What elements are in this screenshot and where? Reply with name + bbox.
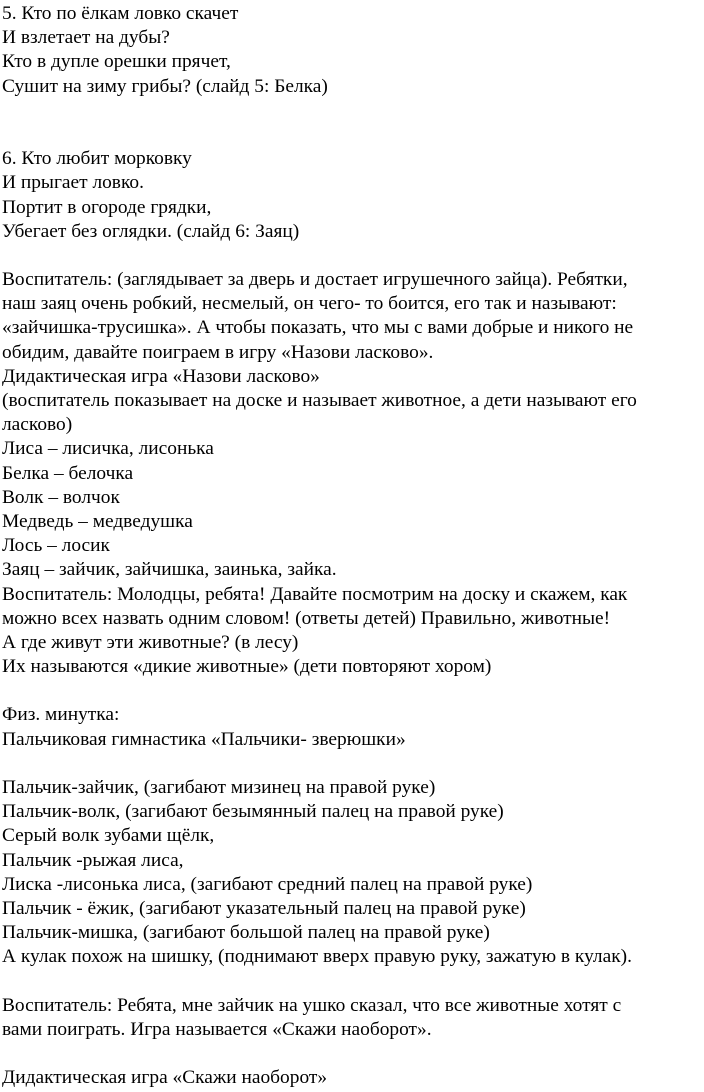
riddle-5-line-3: Кто в дупле орешки прячет, <box>2 51 231 73</box>
riddle-5-line-2: И взлетает на дубы? <box>2 27 170 49</box>
gymnastics-line: Пальчик-мишка, (загибают большой палец на правой руке) <box>2 922 490 944</box>
game-2-title: Дидактическая игра «Скажи наоборот» <box>2 1067 328 1089</box>
spacer <box>2 679 704 703</box>
gymnastics-line: Серый волк зубами щёлк, <box>2 825 215 847</box>
game-1 <box>2 365 704 583</box>
teacher-2-line-4: Их называются «дикие животные» (дети повторяют хором) <box>2 656 492 678</box>
teacher-paragraph-3 <box>2 994 704 1042</box>
teacher-3-line-2: вами поиграть. Игра называется «Скажи наоборот». <box>2 1018 432 1040</box>
teacher-1-line-1: Воспитатель: (заглядывает за дверь и достает игрушечного зайца). Ребятки, <box>2 269 628 291</box>
gymnastics-line: Пальчик-волк, (загибают безымянный палец на правой руке) <box>2 801 504 823</box>
gymnastics-line: Лиска -лисонька лиса, (загибают средний палец на правой руке) <box>2 873 533 895</box>
game-1-item: Заяц – зайчик, зайчишка, заинька, зайка. <box>2 559 337 581</box>
game-1-instruction-2: ласково) <box>2 414 73 436</box>
teacher-2-line-1: Воспитатель: Молодцы, ребята! Давайте посмотрим на доску и скажем, как <box>2 583 628 605</box>
teacher-1-line-4: обидим, давайте поиграем в игру «Назови ласково». <box>2 341 434 363</box>
teacher-2-line-3: А где живут эти животные? (в лесу) <box>2 631 299 653</box>
game-1-item: Медведь – медведушка <box>2 510 193 532</box>
game-1-item: Лиса – лисичка, лисонька <box>2 438 214 460</box>
spacer <box>2 99 704 147</box>
teacher-2-line-2: можно всех назвать одним словом! (ответы детей) Правильно, животные! <box>2 607 611 629</box>
game-1-title: Дидактическая игра «Назови ласково» <box>2 365 320 387</box>
spacer <box>2 752 704 776</box>
fiz-minute-heading <box>2 703 704 751</box>
fiz-minute-title: Физ. минутка: <box>2 704 120 726</box>
riddle-5-line-4: Сушит на зиму грибы? (слайд 5: Белка) <box>2 75 328 97</box>
riddle-5 <box>2 2 704 99</box>
game-1-instruction-1: (воспитатель показывает на доске и называет животное, а дети называют его <box>2 390 637 412</box>
gymnastics-line: Пальчик -рыжая лиса, <box>2 849 184 871</box>
teacher-1-line-2: наш заяц очень робкий, несмелый, он чего- то боится, его так и называют: <box>2 293 617 315</box>
riddle-5-line-1: 5. Кто по ёлкам ловко скачет <box>2 3 239 24</box>
riddle-6-line-1: 6. Кто любит морковку <box>2 148 192 170</box>
riddle-6-line-2: И прыгает ловко. <box>2 172 144 194</box>
teacher-paragraph-2 <box>2 583 704 680</box>
game-1-item: Лось – лосик <box>2 535 110 557</box>
teacher-paragraph-1 <box>2 268 704 365</box>
game-2 <box>2 1066 704 1090</box>
game-1-item: Волк – волчок <box>2 486 120 508</box>
riddle-6 <box>2 147 704 244</box>
game-1-item: Белка – белочка <box>2 462 134 484</box>
spacer <box>2 1042 704 1066</box>
teacher-3-line-1: Воспитатель: Ребята, мне зайчик на ушко сказал, что все животные хотят с <box>2 994 622 1016</box>
spacer <box>2 244 704 268</box>
riddle-6-line-4: Убегает без оглядки. (слайд 6: Заяц) <box>2 220 300 242</box>
fiz-minute-subtitle: Пальчиковая гимнастика «Пальчики- зверюшки» <box>2 728 406 750</box>
spacer <box>2 970 704 994</box>
gymnastics-line: Пальчик-зайчик, (загибают мизинец на правой руке) <box>2 777 436 799</box>
riddle-6-line-3: Портит в огороде грядки, <box>2 196 212 218</box>
gymnastics-line: А кулак похож на шишку, (поднимают вверх правую руку, зажатую в кулак). <box>2 946 632 968</box>
finger-gymnastics <box>2 776 704 970</box>
teacher-1-line-3: «зайчишка-трусишка». А чтобы показать, что мы с вами добрые и никого не <box>2 317 634 339</box>
gymnastics-line: Пальчик - ёжик, (загибают указательный палец на правой руке) <box>2 897 526 919</box>
